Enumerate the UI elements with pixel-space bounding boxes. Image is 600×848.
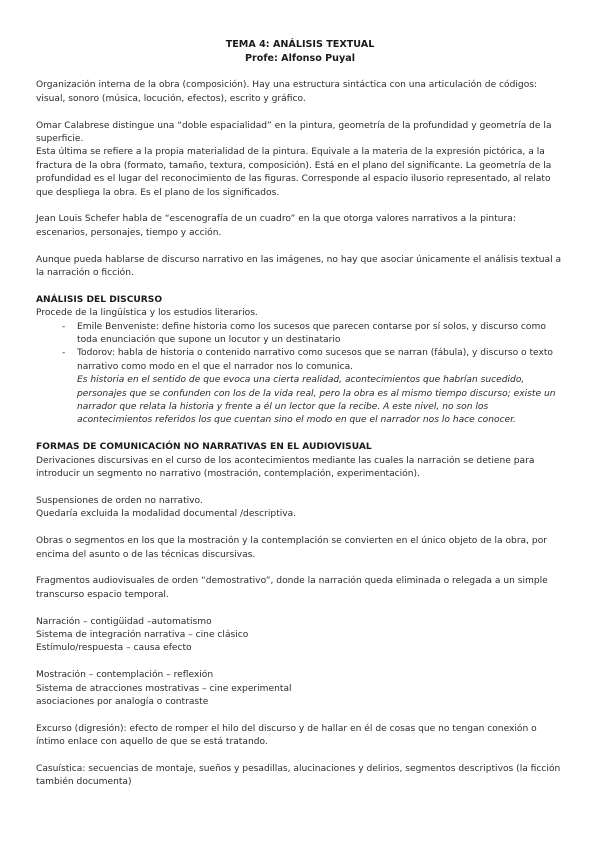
document-header [36,38,564,66]
intro-paragraph-4: Jean Louis Schefer habla de “escenografía de un cuadro” en la que otorga valores narrativos a la pintura: escenarios, personajes, tiempo y acción. [36,214,516,238]
page-title: TEMA 4: ANÁLISIS TEXTUAL [225,39,375,50]
forms-paragraph-4: Fragmentos audiovisuales de orden “demostrativo”, donde la narración queda eliminada o relegada a un simple transcurso espacio temporal. [36,576,548,600]
intro-paragraph-3: Esta última se refiere a la propia materialidad de la pintura. Equivale a la materia de la expresión pictórica, a la fractura de la obra (formato, tamaño, textura, composición). Está en el plano del significante. La geometría de la profundidad es el lugar del reconocimiento de las figuras. Corresponde al espacio ilusorio representado, al relato que despliega la obra. Es el plano de los significados. [36,147,552,198]
intro-paragraph-2: Omar Calabrese distingue una “doble espacialidad” en la pintura, geometría de la profundidad y geometría de la superficie. [36,120,552,144]
list-item [62,321,564,348]
intro-paragraph-1: Organización interna de la obra (composición). Hay una estructura sintáctica con una articulación de códigos: visual, sonoro (música, locución, efectos), escrito y gráfico. [36,80,538,104]
italic-quote: Es historia en el sentido de que evoca una cierta realidad, acontecimientos que habrían sucedido, personajes que se confunden con los de la vida real, pero la obra es al mismo tiempo discurso; existe un narrador que relata la historia y frente a él un lector que la recibe. A este nivel, no son los acontecimientos referidos los que cuentan sino el modo en que el narrador nos lo hace conocer. [77,375,556,426]
narration-line-2: Sistema de integración narrativa – cine clásico [36,629,249,640]
excurso-paragraph: Excurso (digresión): efecto de romper el hilo del discurso y de hallar en él de cosas que no tengan conexión o íntimo enlace con aquello de que se está tratando. [36,723,537,748]
list-item-text: Todorov: habla de historia o contenido narrativo como sucesos que se narran (fábula), y discurso o texto narrativo como modo en el que el narrador nos lo comunica. [77,348,553,372]
mostration-line-2: Sistema de atracciones mostrativas – cine experimental [36,683,292,694]
casuistica-paragraph: Casuística: secuencias de montaje, sueños y pesadillas, alucinaciones y delirios, segmentos descriptivos (la ficción también documenta) [36,763,561,788]
forms-line-excluded: Quedaría excluida la modalidad documental /descriptiva. [36,509,297,520]
mostration-line-1: Mostración – contemplación – reflexión [36,670,214,681]
section-heading-discourse: ANÁLISIS DEL DISCURSO [36,294,163,305]
section-heading-forms: FORMAS DE COMUNICACIÓN NO NARRATIVAS EN EL AUDIOVISUAL [36,442,372,453]
page-subtitle: Profe: Alfonso Puyal [244,53,356,64]
mostration-line-3: asociaciones por analogía o contraste [36,696,209,707]
forms-line-suspensions: Suspensiones de orden no narrativo. [36,495,203,506]
intro-paragraph-5: Aunque pueda hablarse de discurso narrativo en las imágenes, no hay que asociar únicamente el análisis textual a la narración o ficción. [36,254,562,279]
narration-line-1: Narración – contigüidad –automatismo [36,616,212,627]
narration-line-3: Estímulo/respuesta – causa efecto [36,643,192,654]
discourse-list [36,321,564,428]
discourse-lead: Procede de la lingüística y los estudios literarios. [36,308,258,319]
list-item-text: Emile Benveniste: define historia como los sucesos que parecen contarse por sí solos, y discurso como toda enunciación que supone un locutor y un destinatario [77,321,546,346]
list-item [62,347,564,427]
forms-paragraph-3: Obras o segmentos en los que la mostración y la contemplación se convierten en el único objeto de la obra, por encima del asunto o de las técnicas discursivas. [36,536,547,560]
forms-paragraph-1: Derivaciones discursivas en el curso de los acontecimientos mediante las cuales la narración se detiene para introducir un segmento no narrativo (mostración, contemplación, experimentación). [36,455,535,480]
